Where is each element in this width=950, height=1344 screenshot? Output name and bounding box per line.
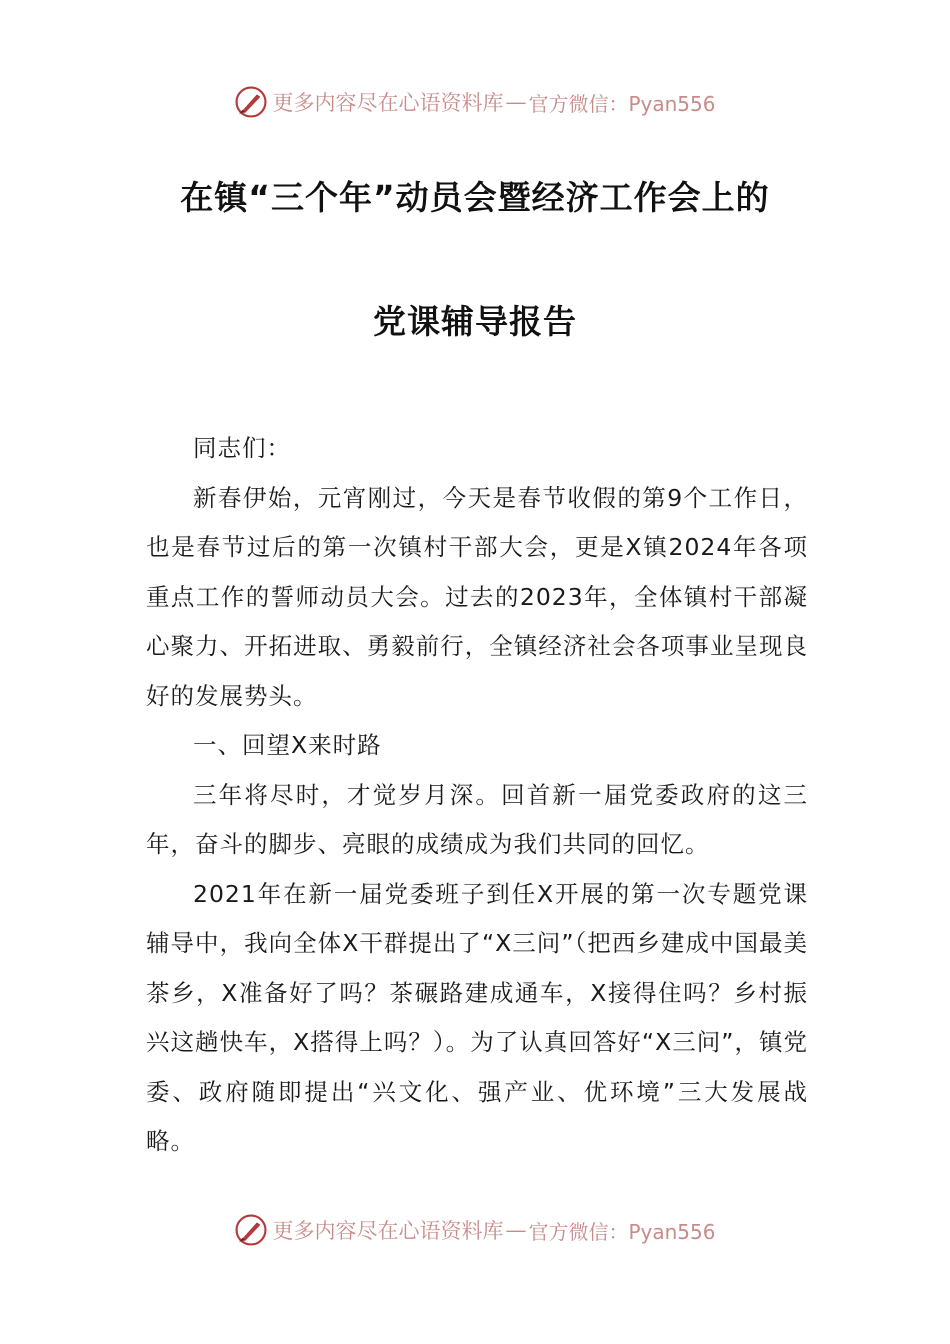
paragraph-review: 三年将尽时，才觉岁月深。回首新一届党委政府的这三年，奋斗的脚步、亮眼的成绩成为我们共同的回忆。: [146, 780, 808, 858]
pen-logo-icon: [234, 1213, 268, 1247]
document-body: [146, 424, 808, 1167]
watermark-header: [0, 80, 950, 124]
watermark-separator: —: [505, 90, 527, 114]
watermark-wechat: 官方微信：Pyan556: [528, 1219, 716, 1244]
paragraph-intro: 新春伊始，元宵刚过，今天是春节收假的第9个工作日，也是春节过后的第一次镇村干部大会，更是X镇2024年各项重点工作的誓师动员大会。过去的2023年，全体镇村干部凝心聚力、开拓进取、勇毅前行，全镇经济社会各项事业呈现良好的发展势头。: [146, 483, 808, 710]
paragraph-2021: 2021年在新一届党委班子到任X开展的第一次专题党课辅导中，我向全体X干群提出了“X三问”（把西乡建成中国最美茶乡，X准备好了吗？茶碾路建成通车，X接得住吗？乡村振兴这趟快车，X搭得上吗？）。为了认真回答好“X三问”，镇党委、政府随即提出“兴文化、强产业、优环境”三大发展战略。: [146, 879, 808, 1155]
paragraph-salutation: 同志们：: [193, 434, 291, 462]
watermark-separator: —: [505, 1218, 527, 1242]
watermark-text: 更多内容尽在心语资料库: [272, 91, 504, 115]
watermark-text: 更多内容尽在心语资料库: [272, 1219, 504, 1243]
watermark-wechat: 官方微信：Pyan556: [528, 91, 716, 116]
document-title-line2: 党课辅导报告: [373, 302, 577, 341]
document-title-line1: 在镇“三个年”动员会暨经济工作会上的: [180, 178, 770, 217]
pen-logo-icon: [234, 85, 268, 119]
section-heading: 一、回望X来时路: [193, 731, 382, 759]
watermark-footer: [0, 1208, 950, 1252]
